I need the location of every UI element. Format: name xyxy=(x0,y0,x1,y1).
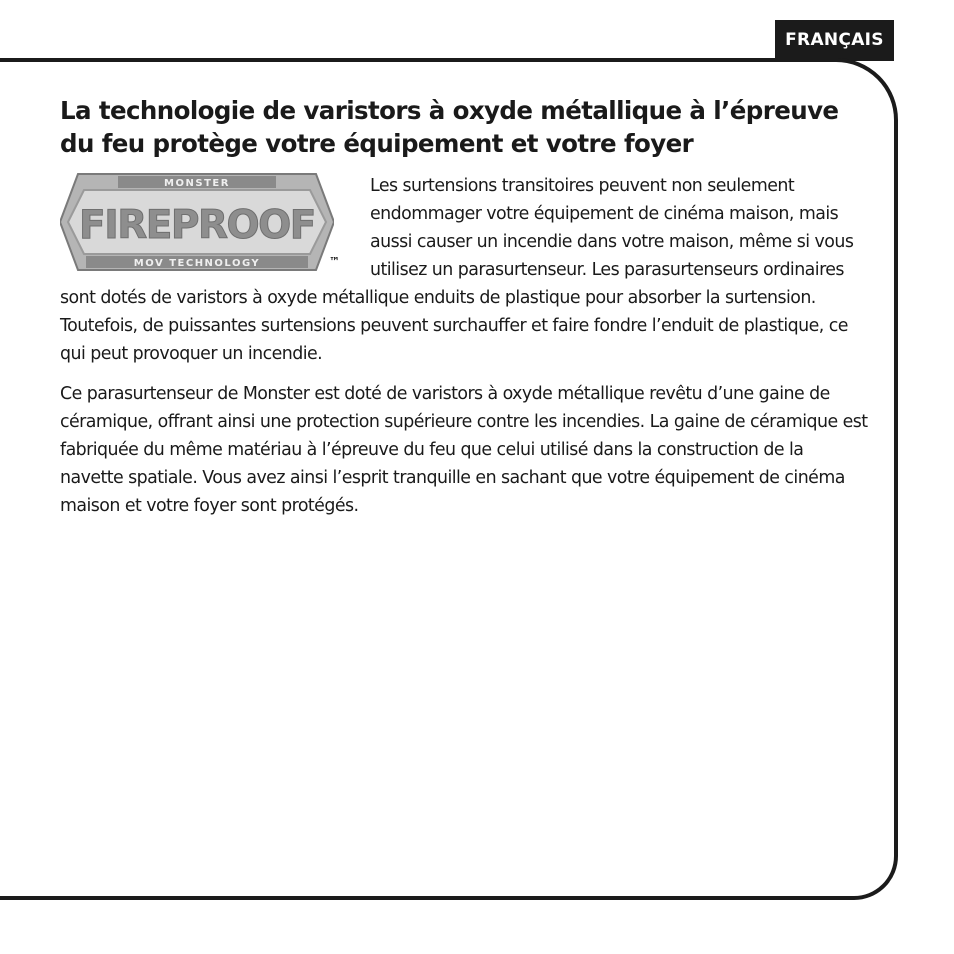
section-title-line-1: La technologie de varistors à oxyde métallique à l’épreuve xyxy=(60,96,839,125)
logo-bottom-text: MOV TECHNOLOGY xyxy=(133,258,261,269)
trademark-symbol: ™ xyxy=(329,255,340,268)
main-content xyxy=(60,94,870,520)
fireproof-logo-graphic xyxy=(60,172,334,272)
section-title-line-2: du feu protège votre équipement et votre foyer xyxy=(60,129,694,158)
paragraph-1: Les surtensions transitoires peuvent non seulement endommager votre équipement de cinéma maison, mais aussi causer un incendie dans votre maison, même si vous utilisez un parasurtenseur. Les parasurtenseurs ordinaires sont dotés de varistors à oxyde métallique enduits de plastique pour absorber la surtension. Toutefois, de puissantes surtensions peuvent surchauffer et faire fondre l’enduit de plastique, ce qui peut provoquer un incendie. xyxy=(60,176,854,364)
paragraph-2: Ce parasurtenseur de Monster est doté de varistors à oxyde métallique revêtu d’une gaine de céramique, offrant ainsi une protection supérieure contre les incendies. La gaine de céramique est fabriquée du même matériau à l’épreuve du feu que celui utilisé dans la construction de la navette spatiale. Vous avez ainsi l’esprit tranquille en sachant que votre équipement de cinéma maison et votre foyer sont protégés. xyxy=(60,384,868,516)
section-title xyxy=(60,94,870,160)
logo-top-text: MONSTER xyxy=(164,178,230,189)
logo-main-text: FIREPROOF xyxy=(79,203,315,248)
intro-block xyxy=(60,172,870,368)
language-tab: FRANÇAIS xyxy=(775,20,894,61)
fireproof-logo xyxy=(60,172,340,272)
